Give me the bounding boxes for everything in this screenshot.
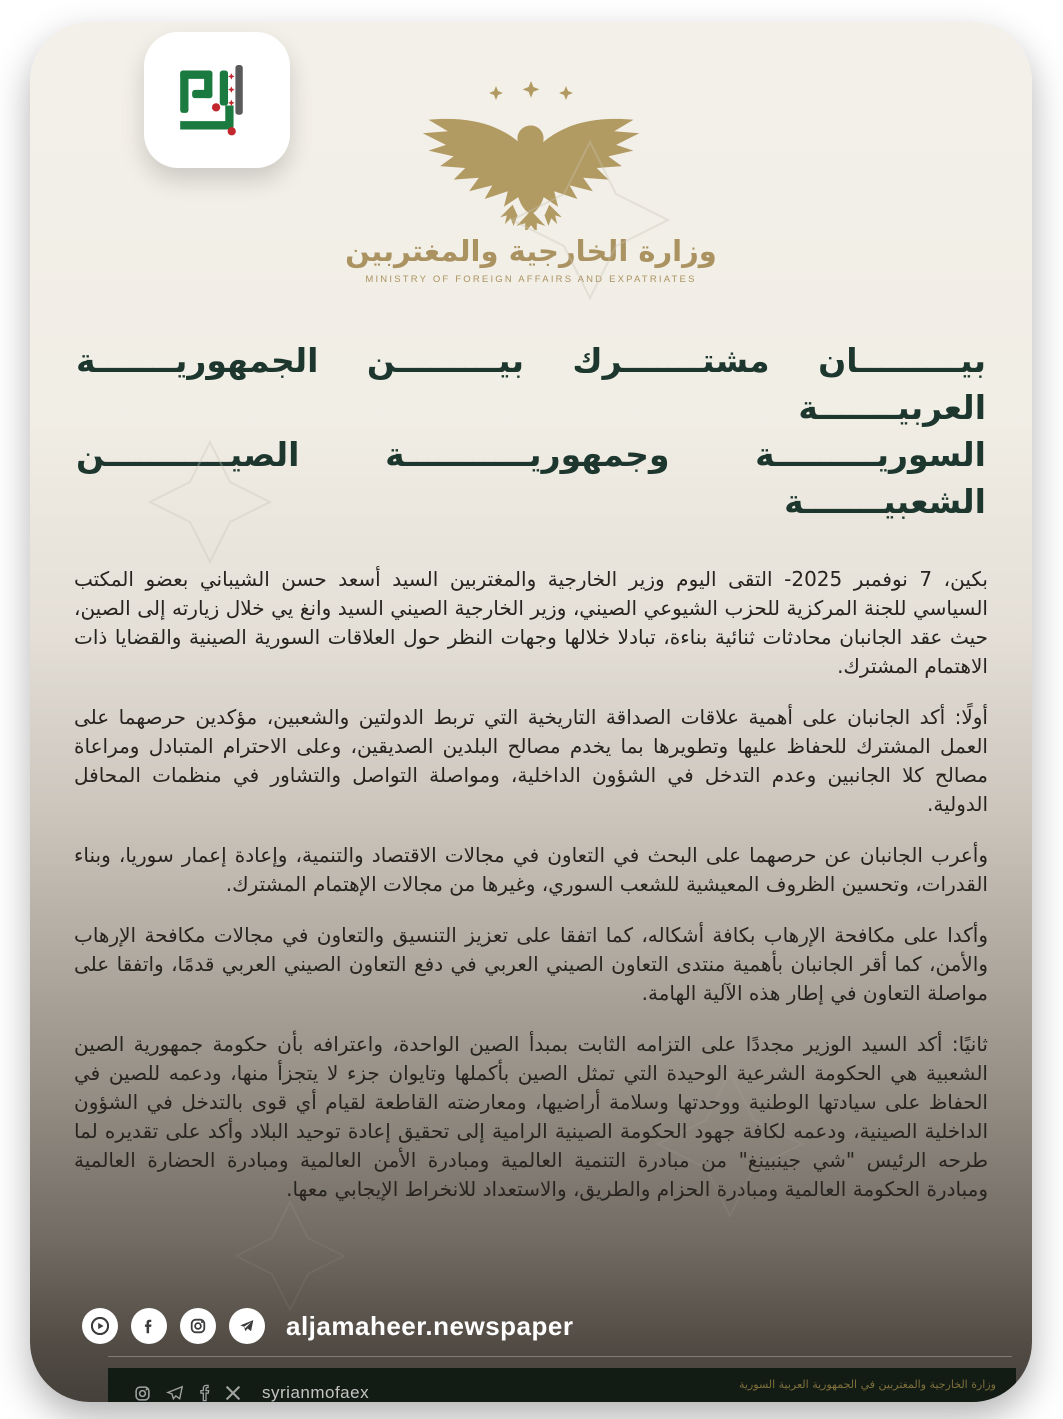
aljamaheer-logo-badge <box>144 32 290 168</box>
emblem-stars-icon <box>471 80 591 106</box>
ministry-name-english: MINISTRY OF FOREIGN AFFAIRS AND EXPATRIATES <box>365 274 697 285</box>
telegram-icon[interactable] <box>229 1308 265 1344</box>
facebook-outline-icon[interactable] <box>199 1384 210 1402</box>
aljamaheer-logo-icon <box>171 54 263 146</box>
ministry-bottom-bar <box>108 1368 1016 1402</box>
statement-card <box>30 22 1032 1402</box>
title-line-2: السوريـــــــــة وجمهوريـــــــــــة الصيـــــــــــن الشعبيـــــــة <box>76 435 986 521</box>
paragraph-cooperation: وأعرب الجانبان عن حرصهما على البحث في التعاون في مجالات الاقتصاد والتنمية، وإعادة إعمار سوريا، وبناء القدرات، وتحسين الظروف المعيشية للشعب السوري، وغيرها من مجالات الإهتمام المشترك. <box>74 843 988 896</box>
ministry-handle[interactable]: syrianmofaex <box>262 1383 370 1402</box>
title-line-1: بيـــــــــان مشتـــــــرك بيـــــــــن الجمهوريـــــــة العربيـــــــة <box>76 341 986 427</box>
instagram-icon[interactable] <box>180 1308 216 1344</box>
ministry-caption: وزارة الخارجية والمغتربين في الجمهورية العربية السورية <box>738 1378 996 1391</box>
youtube-icon[interactable] <box>82 1308 118 1344</box>
instagram-outline-icon[interactable] <box>134 1385 151 1402</box>
facebook-icon[interactable] <box>131 1308 167 1344</box>
ministry-social-group <box>134 1383 369 1402</box>
paragraph-second: ثانيًا: أكد السيد الوزير مجددًا على التزامه الثابت بمبدأ الصين الواحدة، واعترافه بأن حكومة جمهورية الصين الشعبية هي الحكومة الشرعية الوحيدة التي تمثل الصين بأكملها وتايوان جزء لا يتجزأ منها، ودعمه للصين في الحفاظ على سيادتها الوطنية ووحدتها وسلامة أراضيها، ومعارضته القاطعة لقيام أي قوى بالتدخل في الشؤون الداخلية الصينية، ودعمه لكافة جهود الحكومة الصينية الرامية إلى تحقيق إعادة توحيد البلاد وأكد على تقديره لما طرحه الرئيس "شي جينبينغ" من مبادرة التنمية العالمية ومبادرة الأمن العالمية ومبادرة الحضارة العالمية ومبادرة الحكومة العالمية ومبادرة الحزام والطريق، والاستعداد للانخراط الإيجابي معها. <box>74 1032 988 1201</box>
paragraph-dateline: بكين، 7 نوفمبر 2025- التقى اليوم وزير الخارجية والمغتربين السيد أسعد حسن الشيباني بعضو المكتب السياسي للجنة المركزية للحزب الشيوعي الصيني، وزير الخارجية الصيني السيد وانغ يي خلال زيارته إلى الصين، حيث عقد الجانبان محادثات ثنائية بناءة، تبادلا خلالها وجهات النظر حول العلاقات السورية الصينية والقضايا ذات الاهتمام المشترك. <box>74 567 988 678</box>
paragraph-terrorism: وأكدا على مكافحة الإرهاب بكافة أشكاله، كما اتفقا على تعزيز التنسيق والتعاون في مجالات مكافحة الإرهاب والأمن، كما أقر الجانبان بأهمية منتدى التعاون الصيني العربي في دفع التعاون الصيني العربي قدمًا، واتفقا على مواصلة التعاون في إطار هذه الآلية الهامة. <box>74 923 988 1005</box>
ministry-name-arabic: وزارة الخارجية والمغتربين <box>345 234 717 268</box>
telegram-outline-icon[interactable] <box>166 1384 184 1402</box>
eagle-icon <box>415 108 647 230</box>
statement-body <box>74 565 988 1204</box>
paragraph-first: أولًا: أكد الجانبان على أهمية علاقات الصداقة التاريخية التي تربط الدولتين والشعبين، مؤكدين حرصهما على العمل المشترك للحفاظ عليها وتطويرها بما يخدم مصالح البلدين الصديقين، وعلى الاحترام المتبادل ومراعاة مصالح كلا الجانبين وعدم التدخل في الشؤون الداخلية، ومواصلة التواصل والتشاور في منظمات المحافل الدولية. <box>74 705 988 816</box>
newspaper-handle[interactable]: aljamaheer.newspaper <box>286 1310 574 1341</box>
social-row <box>82 1308 573 1344</box>
statement-title <box>76 337 986 525</box>
x-icon[interactable] <box>225 1385 241 1401</box>
footer-divider <box>108 1356 1012 1357</box>
